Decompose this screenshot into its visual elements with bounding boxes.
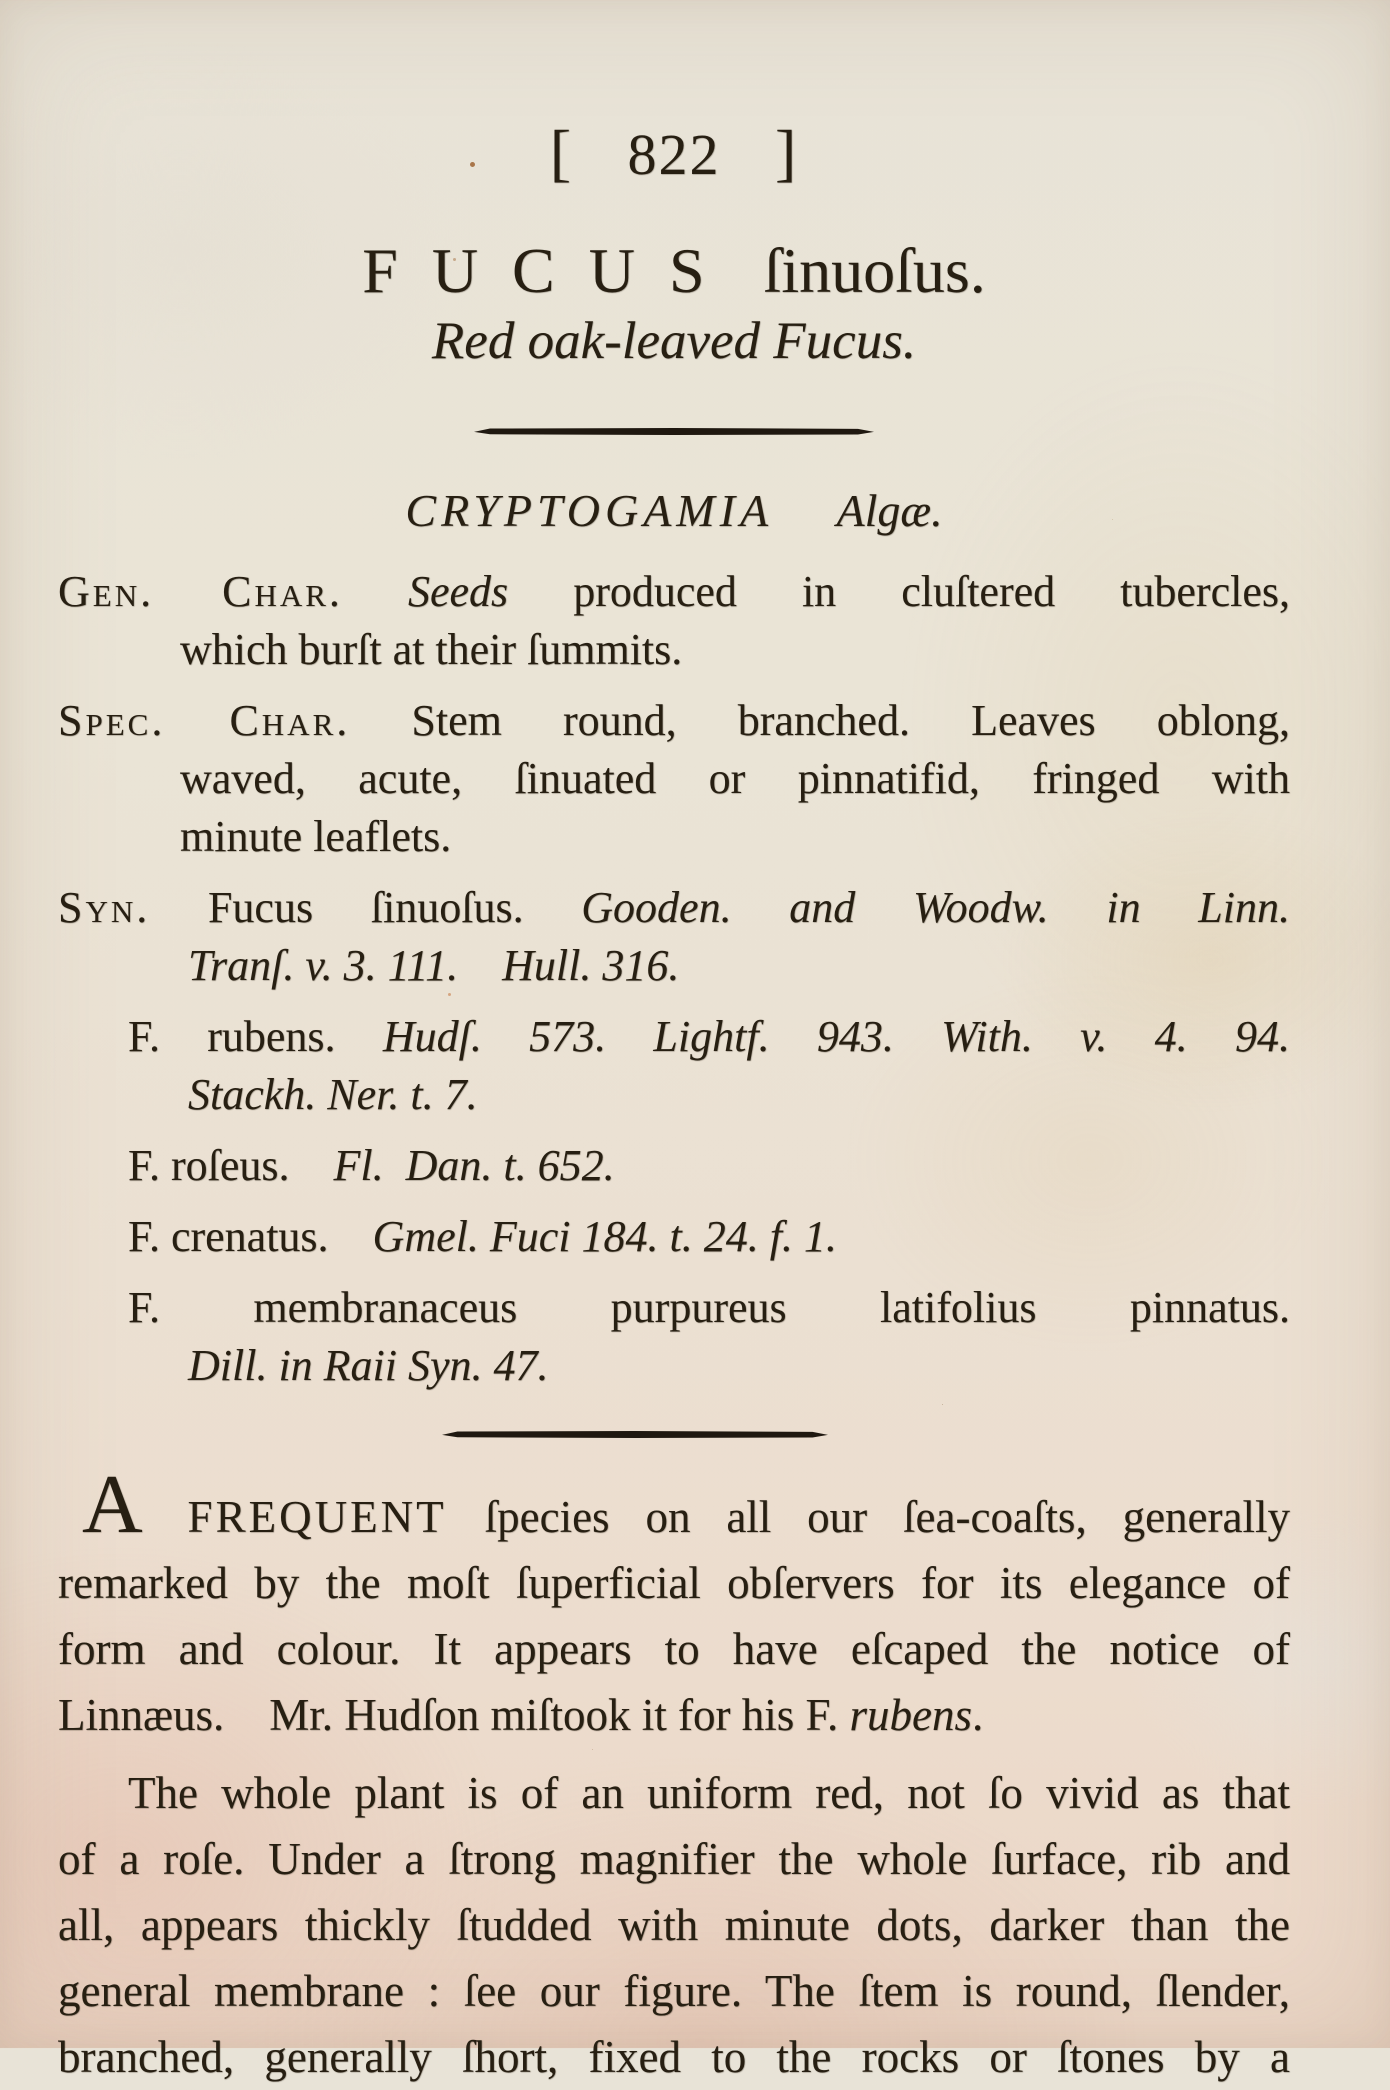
text-line [58, 937, 1290, 995]
text-segment: rubens [849, 1690, 972, 1740]
syn-crenatus [58, 1208, 1290, 1266]
syn-membranaceus [58, 1279, 1290, 1395]
text-segment: F. roſeus. [128, 1141, 334, 1190]
text-segment: ſpecies on all our ſea-coaſts, generally [484, 1492, 1290, 1542]
gen-char [58, 563, 1290, 679]
text-segment: waved, acute, ſinuated or pinnatifid, fringed with [180, 754, 1290, 803]
text-line [58, 1208, 1290, 1266]
text-line [58, 1550, 1290, 1616]
text-segment: remarked by the moſt ſuperficial obſervers for its elegance of [58, 1558, 1290, 1608]
page-number-bracket-right: ] [775, 117, 799, 188]
divider-rule-top [474, 428, 874, 435]
syn-rubens [58, 1008, 1290, 1124]
text-segment: Gmel. Fuci 184. t. 24. f. 1. [372, 1212, 837, 1261]
classification-line [58, 485, 1290, 537]
text-segment: FREQUENT [148, 1492, 485, 1542]
text-segment: F. membranaceus purpureus latifolius pinnatus. [128, 1283, 1290, 1332]
text-segment: Stem round, branched. Leaves oblong, [350, 696, 1291, 745]
genus-name: F U C U S [362, 235, 714, 306]
text-segment: minute leaflets. [180, 812, 452, 861]
text-line [58, 692, 1290, 750]
classification-group: Algæ. [836, 485, 943, 536]
text-line [58, 1337, 1290, 1395]
text-line [58, 1279, 1290, 1337]
text-segment: branched, generally ſhort, fixed to the rocks or ſtones by a [58, 2032, 1290, 2082]
synonyms [58, 879, 1290, 995]
paragraph-1 [58, 1458, 1290, 1748]
text-line [58, 808, 1290, 866]
paragraph-2 [58, 1760, 1290, 2090]
text-segment: Fucus ſinuoſus. [150, 883, 582, 932]
text-line [58, 1008, 1290, 1066]
text-segment: F. rubens. [128, 1012, 383, 1061]
text-segment: . [971, 1690, 984, 1740]
text-segment: produced in cluſtered tubercles, [508, 567, 1290, 616]
spec-char [58, 692, 1290, 866]
text-segment: Spec. Char. [58, 696, 351, 745]
text-segment: F. crenatus. [128, 1212, 373, 1261]
text-segment: form and colour. It appears to have eſcaped the notice of [58, 1624, 1290, 1674]
page-number-value: 822 [627, 122, 721, 187]
text-column [58, 0, 1290, 2090]
text-segment: which burſt at their ſummits. [180, 625, 683, 674]
text-line [58, 1066, 1290, 1124]
text-segment: Gooden. and Woodw. in Linn. [581, 883, 1291, 932]
text-segment: Linnæus. Mr. Hudſon miſtook it for his F. [58, 1690, 850, 1740]
page-number [58, 118, 1290, 190]
common-name: Red oak-leaved Fucus. [431, 312, 917, 370]
text-line [58, 879, 1290, 937]
text-segment: of a roſe. Under a ſtrong magnifier the whole ſurface, rib and [58, 1834, 1290, 1884]
syn-roseus [58, 1137, 1290, 1195]
divider-rule-bottom [442, 1431, 828, 1438]
text-line [58, 1892, 1290, 1958]
text-segment: The whole plant is of an uniform red, not ſo vivid as that [128, 1768, 1290, 1818]
description [58, 1458, 1290, 2090]
text-segment: general membrane : ſee our figure. The ſtem is round, ſlender, [58, 1966, 1290, 2016]
text-line [58, 2024, 1290, 2090]
text-segment: Seeds [407, 567, 509, 616]
text-line [58, 563, 1290, 621]
page-number-bracket-left: [ [549, 117, 573, 188]
text-segment: Hudſ. 573. Lightf. 943. With. v. 4. 94. [382, 1012, 1290, 1061]
text-line [58, 1137, 1290, 1195]
text-segment: Dill. in Raii Syn. 47. [188, 1341, 549, 1390]
species-epithet: ſinuoſus. [763, 235, 986, 306]
text-line [58, 1958, 1290, 2024]
text-segment: Syn. [58, 883, 151, 932]
entries [58, 563, 1290, 1395]
text-segment: A [82, 1458, 149, 1551]
text-segment: Gen. Char. [58, 567, 343, 616]
text-line [58, 621, 1290, 679]
text-segment: all, appears thickly ſtudded with minute dots, darker than the [58, 1900, 1290, 1950]
text-line [58, 1616, 1290, 1682]
text-line [58, 750, 1290, 808]
text-segment: Tranſ. v. 3. 111. Hull. 316. [188, 941, 680, 990]
text-segment [343, 567, 408, 616]
classification-order: CRYPTOGAMIA [405, 485, 774, 536]
species-title [58, 234, 1290, 308]
text-line [58, 1682, 1290, 1748]
text-line [58, 1760, 1290, 1826]
text-line [58, 1458, 1290, 1551]
text-segment: Stackh. Ner. t. 7. [188, 1070, 478, 1119]
text-line [58, 1826, 1290, 1892]
text-segment: Fl. Dan. t. 652. [333, 1141, 615, 1190]
